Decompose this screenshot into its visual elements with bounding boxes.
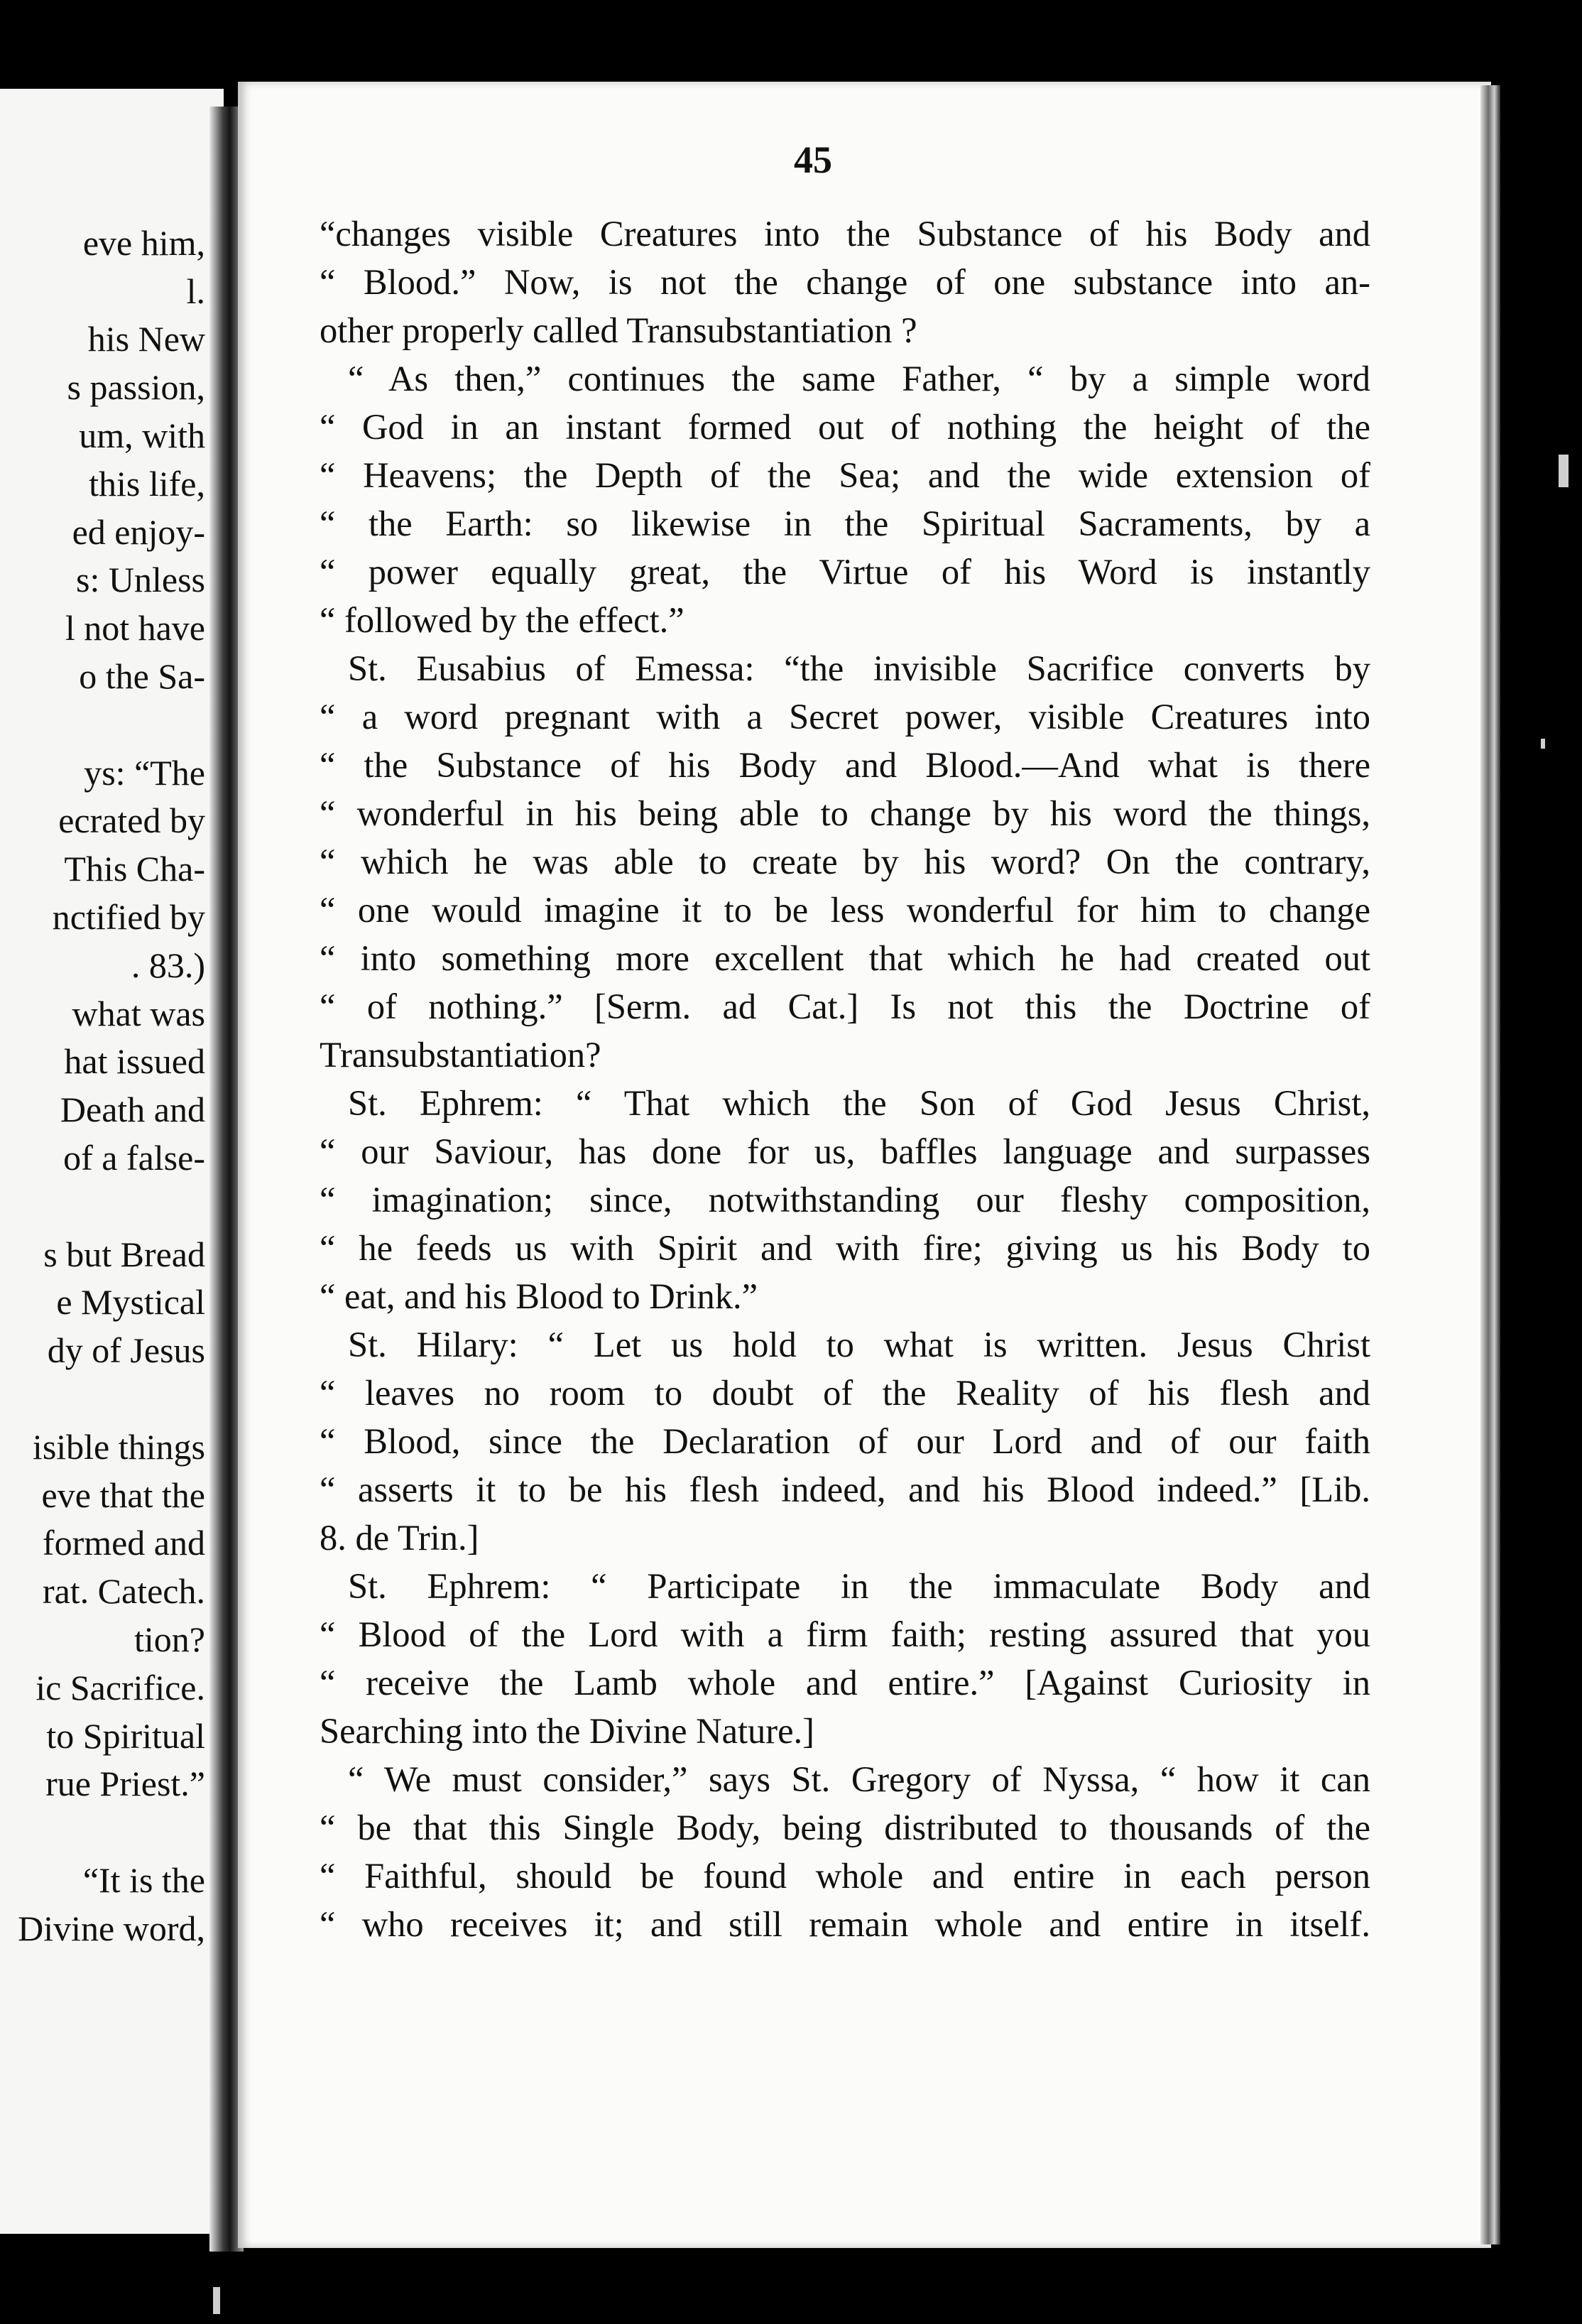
text-line: “ which he was able to create by his word? On the contrary, [320, 842, 1370, 881]
text-line: “ Heavens; the Depth of the Sea; and the wide extension of [320, 455, 1370, 495]
left-page-line: l not have [65, 608, 205, 648]
text-line: St. Hilary: “ Let us hold to what is written. Jesus Christ [348, 1325, 1370, 1364]
text-line: “ We must consider,” says St. Gregory of Nyssa, “ how it can [348, 1759, 1370, 1799]
text-line: “ who receives it; and still remain whole and entire in itself. [320, 1904, 1370, 1944]
text-line: “ into something more excellent that which he had created out [320, 938, 1370, 978]
text-line: “ receive the Lamb whole and entire.” [Against Curiosity in [320, 1663, 1370, 1703]
left-page-line: eve him, [82, 222, 205, 263]
text-line: 8. de Trin.] [320, 1518, 479, 1558]
left-page-line: of a false- [63, 1138, 205, 1178]
left-page-line: his New [87, 319, 205, 359]
left-page-line: dy of Jesus [47, 1330, 205, 1371]
text-line: St. Ephrem: “ That which the Son of God Jesus Christ, [348, 1083, 1370, 1123]
text-line: “ God in an instant formed out of nothing the height of the [320, 407, 1370, 447]
text-line: “ our Saviour, has done for us, baffles language and surpasses [320, 1131, 1370, 1171]
left-page-line: rat. Catech. [42, 1571, 205, 1612]
text-line: “changes visible Creatures into the Substance of his Body and [320, 214, 1370, 254]
left-page-line: ic Sacrifice. [36, 1667, 205, 1707]
text-line: “ leaves no room to doubt of the Reality of his flesh and [320, 1373, 1370, 1413]
text-line: “ the Earth: so likewise in the Spiritual Sacraments, by a [320, 504, 1370, 543]
text-line: “ Blood of the Lord with a firm faith; resting assured that you [320, 1614, 1370, 1654]
text-line: other properly called Transubstantiation ? [320, 310, 917, 350]
left-page-line: Death and [60, 1090, 205, 1130]
text-line: “ be that this Single Body, being distributed to thousands of the [320, 1808, 1370, 1847]
text-line: “ a word pregnant with a Secret power, visible Creatures into [320, 697, 1370, 737]
body-text [320, 210, 1370, 1948]
text-line: St. Ephrem: “ Participate in the immaculate Body and [348, 1566, 1370, 1606]
left-page-line: e Mystical [56, 1282, 205, 1323]
left-page-line: this life, [89, 463, 205, 504]
left-page-line: ed enjoy- [72, 511, 205, 552]
text-line: “ of nothing.” [Serm. ad Cat.] Is not this the Doctrine of [320, 987, 1370, 1026]
text-line: “ asserts it to be his flesh indeed, and his Blood indeed.” [Lib. [320, 1470, 1370, 1509]
left-page-line: nctified by [52, 897, 205, 937]
left-page-line: to Spiritual [46, 1715, 205, 1756]
dust-speck [213, 2287, 220, 2314]
left-page-line: rue Priest.” [45, 1764, 205, 1804]
dust-speck [1559, 455, 1569, 487]
text-line: St. Eusabius of Emessa: “the invisible Sacrifice converts by [348, 648, 1370, 688]
left-page-line: o the Sa- [79, 656, 205, 696]
left-page-line: s: Unless [76, 560, 205, 600]
dust-speck [1541, 739, 1545, 749]
left-page-line: l. [186, 271, 205, 311]
text-line: “ one would imagine it to be less wonderful for him to change [320, 890, 1370, 930]
text-line: “ the Substance of his Body and Blood.—And what is there [320, 745, 1370, 785]
previous-page [0, 89, 224, 2234]
text-line: “ Faithful, should be found whole and entire in each person [320, 1856, 1370, 1896]
page-edge [1480, 85, 1500, 2244]
text-line: Transubstantiation? [320, 1035, 601, 1075]
left-page-line: ecrated by [58, 800, 205, 841]
text-line: “ imagination; since, notwithstanding our fleshy composition, [320, 1180, 1370, 1220]
left-page-line: ys: “The [84, 752, 205, 793]
text-line: “ followed by the effect.” [320, 600, 684, 640]
left-page-line: tion? [134, 1619, 205, 1659]
left-page-line: Divine word, [18, 1908, 205, 1948]
left-page-line: . 83.) [131, 945, 205, 985]
left-page-line: hat issued [64, 1041, 205, 1082]
text-line: “ As then,” continues the same Father, “ by a simple word [348, 359, 1370, 398]
text-line: Searching into the Divine Nature.] [320, 1711, 814, 1751]
left-page-line: formed and [42, 1523, 205, 1563]
text-line: “ eat, and his Blood to Drink.” [320, 1276, 758, 1316]
text-line: “ Blood, since the Declaration of our Lord and of our faith [320, 1421, 1370, 1461]
left-page-line: what was [72, 993, 205, 1033]
left-page-line: um, with [79, 416, 205, 455]
left-page-line: isible things [32, 1426, 205, 1467]
text-line: “ Blood.” Now, is not the change of one substance into an- [320, 262, 1370, 302]
text-line: “ wonderful in his being able to change by his word the things, [320, 793, 1370, 833]
left-page-line: eve that the [41, 1475, 205, 1515]
left-page-line: “It is the [82, 1860, 205, 1900]
left-page-line: s but Bread [43, 1234, 205, 1274]
text-line: “ power equally great, the Virtue of his Word is instantly [320, 552, 1370, 592]
left-page-line: s passion, [67, 367, 205, 408]
text-line: “ he feeds us with Spirit and with fire; giving us his Body to [320, 1228, 1370, 1268]
left-page-line: This Cha- [64, 849, 205, 889]
page-number: 45 [794, 139, 832, 181]
